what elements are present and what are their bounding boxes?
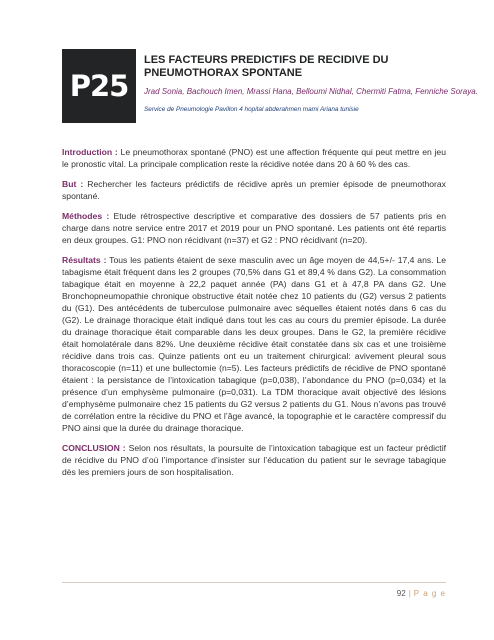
- section-conclusion: [62, 442, 446, 478]
- footer-divider: [62, 582, 446, 583]
- poster-number-badge: P25: [62, 49, 136, 123]
- section-label: But :: [62, 179, 84, 189]
- section-label: Introduction :: [62, 147, 118, 157]
- section-label: CONCLUSION :: [62, 443, 126, 453]
- section-introduction: [62, 146, 446, 170]
- section-text: Tous les patients étaient de sexe masculin avec un âge moyen de 44,5+/- 17,4 ans. Le tabagisme était fréquent dans les 2 groupes (70,5% dans G1 et 89,4 % dans G2). La consommation tabagique était en moyenne à 22,2 paquet année (PA) dans G1 et à 47,8 PA dans G2. Une Bronchopneumopathie chronique obstructive était notée chez 10 patients du (G2) versus 2 patients du (G1). Des antécédents de tuberculose pulmonaire avec séquelles étaient notés dans 6 cas du (G2). Le drainage thoracique était indiqué dans tout les cas au cours du premier épisode. La durée du drainage thoracique était comparable dans les deux groupes. Dans le G2, la première récidive était homolatérale dans 82%. Une deuxième récidive était constatée dans six cas et une troisième récidive dans trois cas. Quinze patients ont eu un traitement chirurgical: avivement pleural sous thoracoscopie (n=11) et une bullectomie (n=5). Les facteurs prédictifs de récidive de PNO spontané étaient : la persistance de l’intoxication tabagique (p=0,038), l’abondance du PNO (p=0,034) et la présence d’un emphysème pulmonaire (p=0,031). La TDM thoracique avait objectivé des lésions d’emphysème pulmonaire chez 15 patients du G2 versus 2 patients du G1. Nous n’avons pas trouvé de corrélation entre la récidive du PNO et l’âge avancé, la topographie et le caractère compressif du PNO ainsi que la durée du drainage thoracique.: [62, 255, 446, 433]
- section-text: Rechercher les facteurs prédictifs de récidive après un premier épisode de pneumothorax spontané.: [62, 179, 446, 201]
- section-methodes: [62, 210, 446, 246]
- section-label: Méthodes :: [62, 211, 110, 221]
- section-label: Résultats :: [62, 255, 107, 265]
- page-number-value: 92: [396, 589, 406, 598]
- affiliation: Service de Pneumologie Pavillon 4 hopital abderahmen mami Ariana tunisie: [144, 106, 359, 113]
- author-list: Jrad Sonia, Bachouch Imen, Mrassi Hana, Belloumi Nidhal, Chermiti Fatma, Fenniche Soraya.: [144, 87, 478, 96]
- section-text: Selon nos résultats, la poursuite de l’intoxication tabagique est un facteur prédictif de récidive du PNO d’où l’importance d’insister sur l’éducation du patient sur le sevrage tabagique dès les premiers jours de son hospitalisation.: [62, 443, 446, 477]
- section-resultats: [62, 254, 446, 434]
- page-number-separator: |: [408, 589, 411, 598]
- abstract-body: [62, 146, 446, 486]
- page-word: P a g e: [413, 589, 446, 598]
- section-text: Le pneumothorax spontané (PNO) est une affection fréquente qui peut mettre en jeu le pronostic vital. La principale complication reste la récidive notée dans 20 à 60 % des cas.: [62, 147, 446, 169]
- section-but: [62, 178, 446, 202]
- page-number: [397, 589, 446, 598]
- section-text: Etude rétrospective descriptive et comparative des dossiers de 57 patients pris en charge dans notre service entre 2017 et 2019 pour un PNO spontané. Les patients ont été repartis en deux groupes. G1: PNO non récidivant (n=37) et G2 : PNO récidivant (n=20).: [62, 211, 446, 245]
- abstract-title: LES FACTEURS PREDICTIFS DE RECIDIVE DU PNEUMOTHORAX SPONTANE: [144, 54, 389, 79]
